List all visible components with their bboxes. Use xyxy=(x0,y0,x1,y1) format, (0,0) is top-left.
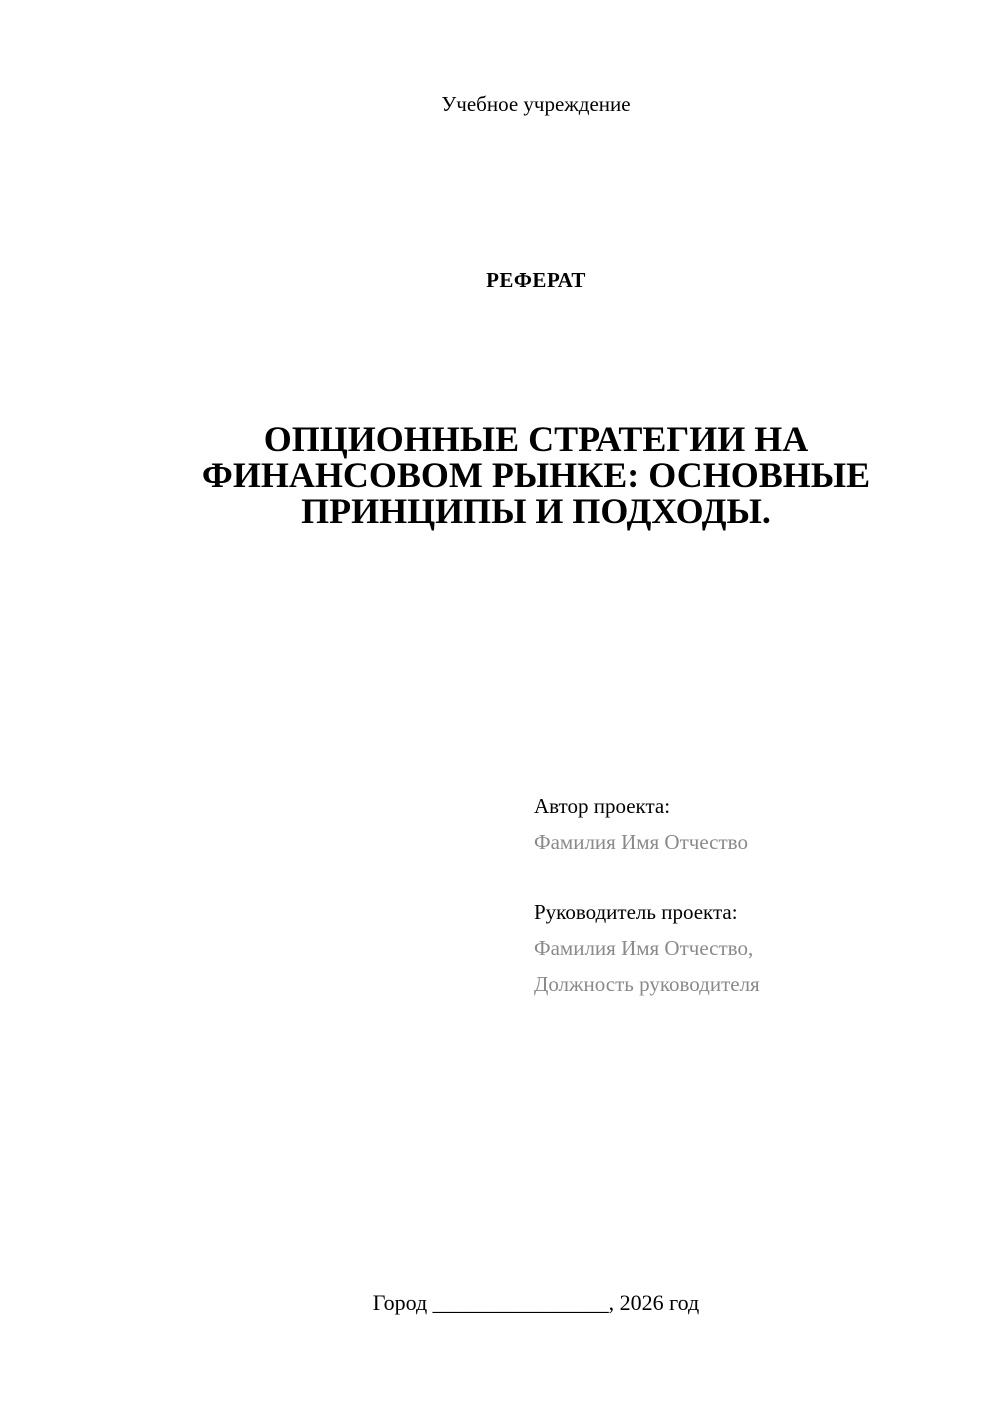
credits-spacer xyxy=(534,860,954,894)
title-line-3: ПРИНЦИПЫ И ПОДХОДЫ. xyxy=(301,491,771,531)
supervisor-position: Должность руководителя xyxy=(534,972,760,996)
title-line-2: ФИНАНСОВОМ РЫНКЕ: ОСНОВНЫЕ xyxy=(201,455,871,495)
author-name: Фамилия Имя Отчество xyxy=(534,830,748,854)
author-label: Автор проекта: xyxy=(534,794,671,818)
title-line-1: ОПЦИОННЫЕ СТРАТЕГИИ НА xyxy=(263,419,809,459)
document-type: РЕФЕРАТ xyxy=(486,268,586,292)
document-title xyxy=(150,421,922,529)
city-date-line: Город ________________, 2026 год xyxy=(372,1290,700,1315)
supervisor-label: Руководитель проекта: xyxy=(534,900,738,924)
credits-block xyxy=(534,788,954,1002)
supervisor-name: Фамилия Имя Отчество, xyxy=(534,936,754,960)
institution-name: Учебное учреждение xyxy=(441,92,631,116)
